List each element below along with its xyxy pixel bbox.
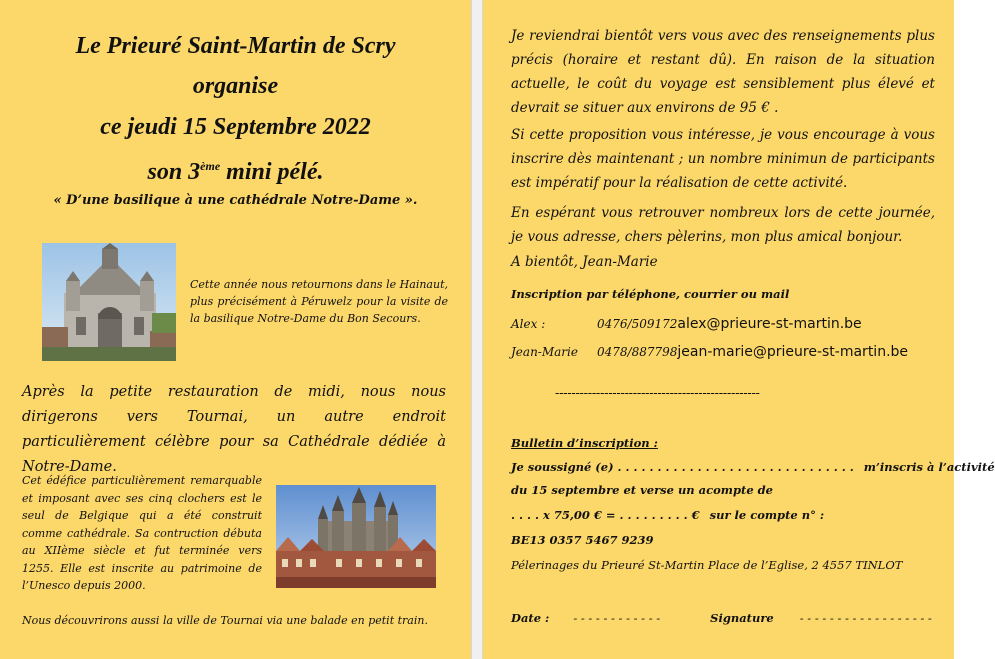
date-signature-row: [511, 611, 935, 625]
date-label: Date :: [511, 611, 550, 625]
proposal-paragraph: Si cette proposition vous intéresse, je vous encourage à vous inscrire dès maintenant ; un nombre minimun de participants est impératif pour la réalisation de cette activité.: [511, 127, 935, 191]
subtitle: « D’une basilique à une cathédrale Notre-Dame ».: [53, 193, 418, 208]
contact-name: Alex :: [511, 317, 546, 331]
title-son-suffix: mini pélé.: [220, 159, 324, 185]
title-son-sup: ème: [200, 159, 221, 173]
signature-label: Signature: [710, 611, 774, 625]
contact-email[interactable]: alex@prieure-st-martin.be: [677, 316, 862, 332]
info-paragraph: Je reviendrai bientôt vers vous avec des renseignements plus précis (horaire et restant dû). En raison de la situation actuelle, le coût du voyage est sensiblement plus élevé et devrait se situer aux environs de 95 € .: [511, 28, 935, 116]
cathedral-photo: [276, 485, 436, 588]
train-paragraph: Nous découvrirons aussi la ville de Tournai via une balade en petit train.: [22, 614, 428, 627]
title-son-prefix: son 3: [147, 159, 201, 185]
page-gap: [471, 0, 483, 659]
contact-phone: 0476/509172: [597, 317, 678, 331]
inscription-heading: Inscription par téléphone, courrier ou mail: [511, 287, 790, 301]
bulletin-line-3a: . . . . x 75,00 € = . . . . . . . . . €: [511, 508, 700, 522]
left-page: [0, 0, 471, 659]
bulletin-line-2: du 15 septembre et verse un acompte de: [511, 483, 773, 497]
title-line-3: ce jeudi 15 Septembre 2022: [100, 114, 371, 140]
contact-row-alex: [511, 316, 935, 332]
bulletin-heading: Bulletin d’inscription :: [511, 436, 658, 450]
contact-email[interactable]: jean-marie@prieure-st-martin.be: [677, 344, 909, 360]
bulletin-line-1: [511, 460, 995, 474]
tournai-paragraph: Après la petite restauration de midi, nous nous dirigerons vers Tournai, un autre endroit particulièrement célèbre pour sa Cathédrale dédiée à Notre-Dame.: [22, 384, 446, 475]
contact-phone: 0478/887798: [597, 345, 678, 359]
signature-field[interactable]: - - - - - - - - - - - - - - - - - -: [799, 611, 932, 625]
bulletin-line-3: [511, 508, 935, 522]
signoff: A bientôt, Jean-Marie: [511, 254, 658, 270]
closing-paragraph: En espérant vous retrouver nombreux lors de cette journée, je vous adresse, chers pèlerins, mon plus amical bonjour.: [511, 205, 935, 245]
basilica-illustration: [42, 243, 176, 361]
bulletin-line-1a: Je soussigné (e) . . . . . . . . . . . . . . . . . . . . . . . . . . . . . .: [511, 460, 854, 474]
right-page: [483, 0, 995, 659]
basilica-paragraph: Cette année nous retournons dans le Hainaut, plus précisément à Péruwelz pour la visite de la basilique Notre-Dame du Bon Secours.: [190, 278, 448, 325]
title-line-1: Le Prieuré Saint-Martin de Scry: [75, 33, 396, 59]
separator-line: --------------------------------------------------: [555, 386, 760, 401]
contact-name: Jean-Marie: [511, 345, 578, 359]
contact-row-jean-marie: [511, 344, 935, 360]
title-line-4: [0, 152, 471, 186]
bulletin-line-3b: sur le compte n° :: [709, 508, 825, 522]
basilica-photo: [42, 243, 176, 361]
address: Pélerinages du Prieuré St-Martin Place de l’Eglise, 2 4557 TINLOT: [511, 558, 903, 572]
title-line-2: organise: [192, 73, 279, 99]
cathedral-paragraph: Cet édéfice particulièrement remarquable et imposant avec ses cinq clochers est le seul de Belgique qui a été construit comme cathédrale. Sa contruction débuta au XIIème siècle et fut terminée vers 1255. Elle est inscrite au patrimoine de l’Unesco depuis 2000.: [22, 474, 262, 592]
date-field[interactable]: - - - - - - - - - - - -: [573, 611, 661, 625]
iban: BE13 0357 5467 9239: [511, 533, 654, 547]
cathedral-illustration: [276, 485, 436, 588]
bulletin-line-1b: m’inscris à l’activité: [863, 460, 995, 474]
